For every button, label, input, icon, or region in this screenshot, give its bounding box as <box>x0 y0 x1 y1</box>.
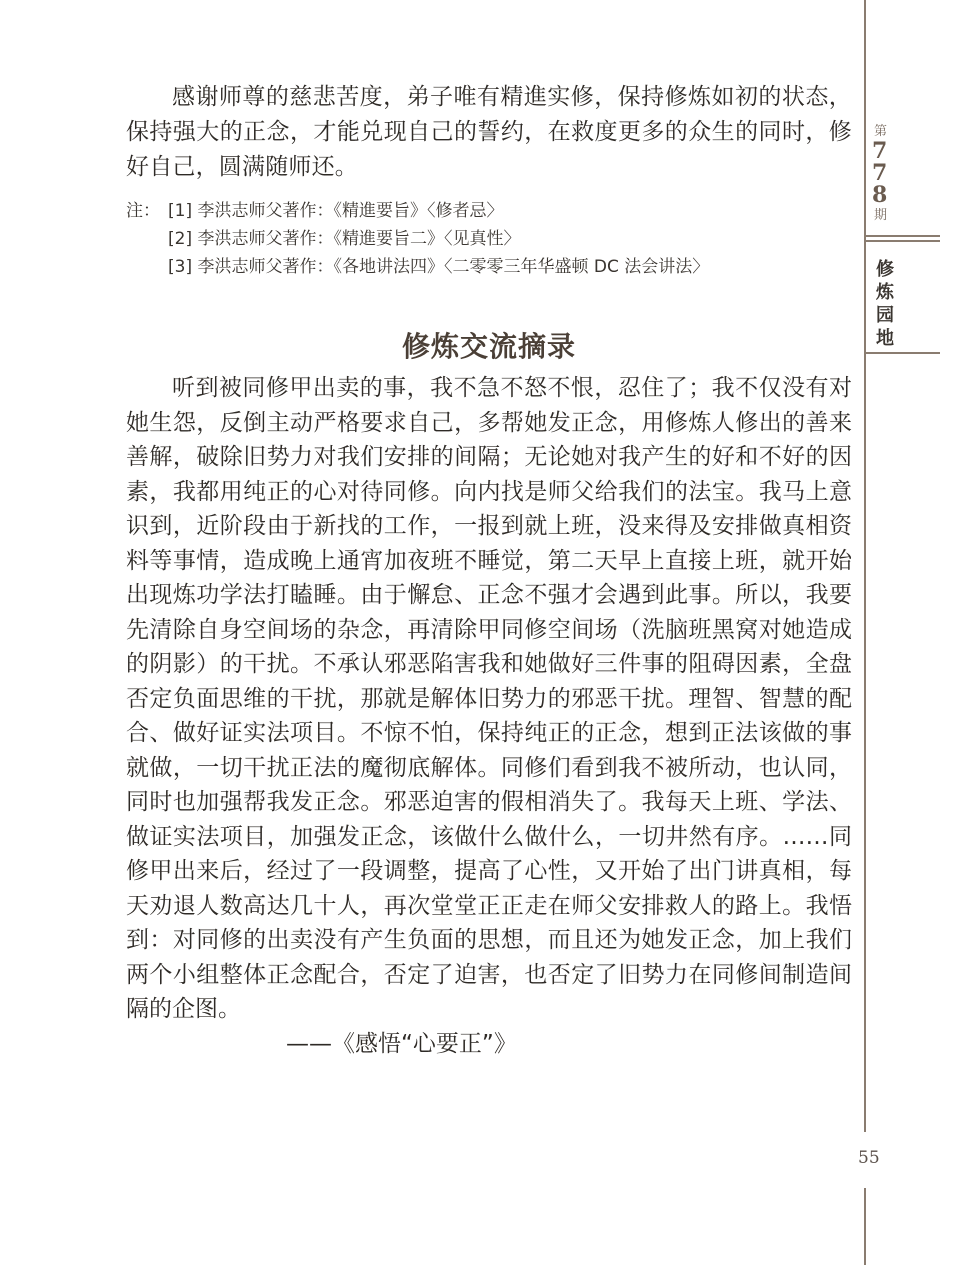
footnote-item <box>126 225 852 253</box>
divider <box>866 352 940 354</box>
footnote-prefix: 注： <box>126 201 160 221</box>
issue-prefix: 第 <box>874 124 888 139</box>
section-label <box>870 258 900 350</box>
footnote-item <box>126 197 852 225</box>
intro-paragraph: 感谢师尊的慈悲苦度，弟子唯有精進实修，保持修炼如初的状态，保持强大的正念，才能兑现自己的誓约，在救度更多的众生的同时，修好自己，圆满随师还。 <box>126 84 852 180</box>
article-source: ——《感悟“心要正”》 <box>286 1030 517 1057</box>
divider <box>866 235 940 237</box>
issue-suffix: 期 <box>874 208 888 223</box>
footnote-text: [2] 李洪志师父著作：《精進要旨二》〈见真性〉 <box>168 229 521 249</box>
issue-number <box>866 124 940 226</box>
footnotes <box>126 197 852 281</box>
footnote-item <box>126 253 852 281</box>
footnote-text: [3] 李洪志师父著作：《各地讲法四》〈二零零三年华盛顿 DC 法会讲法〉 <box>168 257 710 277</box>
divider <box>866 240 940 242</box>
issue-digit: 7 <box>872 138 888 164</box>
page-number: 55 <box>858 1148 880 1168</box>
footnote-text: [1] 李洪志师父著作：《精進要旨》〈修者忌〉 <box>168 201 504 221</box>
section-char: 园 <box>876 305 894 326</box>
section-char: 修 <box>876 259 894 280</box>
issue-digit: 7 <box>872 160 888 186</box>
page-content <box>126 80 852 1061</box>
margin-sidebar <box>866 0 940 1265</box>
section-title: 修炼交流摘录 <box>401 330 576 363</box>
section-char: 炼 <box>876 282 894 303</box>
body-paragraph: 听到被同修甲出卖的事，我不急不怒不恨，忍住了；我不仅没有对她生怨，反倒主动严格要求自己，多帮她发正念，用修炼人修出的善来善解，破除旧势力对我们安排的间隔；无论她对我产生的好和不好的因素，我都用纯正的心对待同修。向内找是师父给我们的法宝。我马上意识到，近阶段由于新找的工作，一报到就上班，没来得及安排做真相资料等事情，造成晚上通宵加夜班不睡觉，第二天早上直接上班，就开始出现炼功学法打瞌睡。由于懈怠、正念不强才会遇到此事。所以，我要先清除自身空间场的杂念，再清除甲同修空间场（洗脑班黑窝对她造成的阴影）的干扰。不承认邪恶陷害我和她做好三件事的阻碍因素，全盘否定负面思维的干扰，那就是解体旧势力的邪恶干扰。理智、智慧的配合、做好证实法项目。不惊不怕，保持纯正的正念，想到正法该做的事就做，一切干扰正法的魔彻底解体。同修们看到我不被所动，也认同，同时也加强帮我发正念。邪恶迫害的假相消失了。我每天上班、学法、做证实法项目，加强发正念，该做什么做什么，一切井然有序。……同修甲出来后，经过了一段调整，提高了心性，又开始了出门讲真相，每天劝退人数高达几十人，再次堂堂正正走在师父安排救人的路上。我悟到：对同修的出卖没有产生负面的思想，而且还为她发正念，加上我们两个小组整体正念配合，否定了迫害，也否定了旧势力在同修间制造间隔的企图。 <box>126 375 852 1022</box>
section-char: 地 <box>876 328 894 349</box>
issue-digit: 8 <box>872 182 888 208</box>
